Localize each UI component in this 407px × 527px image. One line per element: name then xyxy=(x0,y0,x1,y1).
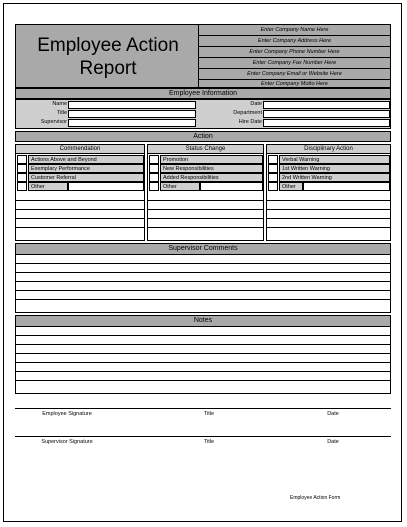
company-name-field[interactable]: Enter Company Name Here xyxy=(199,25,390,36)
commendation-option-2: Exemplary Performance xyxy=(28,164,144,173)
date-input[interactable] xyxy=(263,101,390,109)
disciplinary-checkbox-1[interactable] xyxy=(268,155,278,164)
employee-date-label: Date xyxy=(327,411,339,417)
department-label: Department xyxy=(233,110,262,116)
status-option-1: Promotion xyxy=(160,155,263,164)
disciplinary-checkbox-3[interactable] xyxy=(268,173,278,182)
commendation-heading: Commendation xyxy=(16,145,144,154)
disciplinary-other-input[interactable] xyxy=(303,182,390,191)
company-fax-field[interactable]: Enter Company Fax Number Here xyxy=(199,58,390,69)
supervisor-input[interactable] xyxy=(68,119,196,127)
hire-date-input[interactable] xyxy=(263,119,390,127)
disciplinary-option-3: 2nd Written Warning xyxy=(279,173,390,182)
company-info-block xyxy=(198,24,391,88)
supervisor-comments-section xyxy=(15,243,391,313)
status-checkbox-2[interactable] xyxy=(149,164,159,173)
action-header: Action xyxy=(15,131,391,142)
department-input[interactable] xyxy=(263,110,390,118)
supervisor-comments-header: Supervisor Comments xyxy=(16,244,390,255)
status-change-heading: Status Change xyxy=(148,145,263,154)
status-checkbox-other[interactable] xyxy=(149,182,159,191)
commendation-option-1: Actions Above and Beyond xyxy=(28,155,144,164)
employee-info-block xyxy=(15,99,391,129)
commendation-other-input[interactable] xyxy=(68,182,144,191)
status-change-column xyxy=(147,144,264,241)
disciplinary-option-1: Verbal Warning xyxy=(279,155,390,164)
company-motto-field[interactable]: Enter Company Motto Here xyxy=(261,81,328,87)
name-label: Name xyxy=(52,101,67,107)
status-checkbox-3[interactable] xyxy=(149,173,159,182)
status-option-3: Added Responsibilities xyxy=(160,173,263,182)
form-title-line2: Report xyxy=(79,58,137,79)
notes-header: Notes xyxy=(16,316,390,327)
employee-signature-line[interactable] xyxy=(15,408,391,409)
supervisor-date-label: Date xyxy=(327,439,339,445)
company-phone-field[interactable]: Enter Company Phone Number Here xyxy=(199,47,390,58)
form-title xyxy=(18,26,198,86)
company-email-field[interactable]: Enter Company Email or Website Here xyxy=(199,69,390,80)
commendation-option-3: Customer Referral xyxy=(28,173,144,182)
disciplinary-option-2: 1st Written Warning xyxy=(279,164,390,173)
commendation-column xyxy=(15,144,145,241)
status-option-2: New Responsibilities xyxy=(160,164,263,173)
title-input[interactable] xyxy=(68,110,196,118)
notes-section xyxy=(15,315,391,394)
disciplinary-checkbox-2[interactable] xyxy=(268,164,278,173)
disciplinary-heading: Disciplinary Action xyxy=(267,145,390,154)
hire-date-label: Hire Date xyxy=(238,119,262,125)
commendation-checkbox-1[interactable] xyxy=(17,155,27,164)
employee-signature-label: Employee Signature xyxy=(42,411,92,417)
employee-info-header: Employee Information xyxy=(15,88,391,99)
disciplinary-column xyxy=(266,144,391,241)
company-address-field[interactable]: Enter Company Address Here xyxy=(199,36,390,47)
supervisor-label: Supervisor xyxy=(40,119,67,125)
commendation-checkbox-3[interactable] xyxy=(17,173,27,182)
disciplinary-option-other: Other xyxy=(279,182,303,191)
employee-title-label: Title xyxy=(203,411,215,417)
form-title-line1: Employee Action xyxy=(37,35,179,56)
supervisor-signature-line[interactable] xyxy=(15,436,391,437)
status-option-other: Other xyxy=(160,182,200,191)
title-label: Title xyxy=(56,110,67,116)
status-other-input[interactable] xyxy=(200,182,263,191)
status-checkbox-1[interactable] xyxy=(149,155,159,164)
employee-action-form xyxy=(3,3,402,522)
name-input[interactable] xyxy=(68,101,196,109)
commendation-checkbox-other[interactable] xyxy=(17,182,27,191)
commendation-option-other: Other xyxy=(28,182,68,191)
footer-text: Employee Action Form xyxy=(290,495,341,501)
disciplinary-checkbox-other[interactable] xyxy=(268,182,278,191)
supervisor-signature-label: Supervisor Signature xyxy=(41,439,93,445)
date-label: Date xyxy=(250,101,262,107)
supervisor-title-label: Title xyxy=(203,439,215,445)
commendation-checkbox-2[interactable] xyxy=(17,164,27,173)
